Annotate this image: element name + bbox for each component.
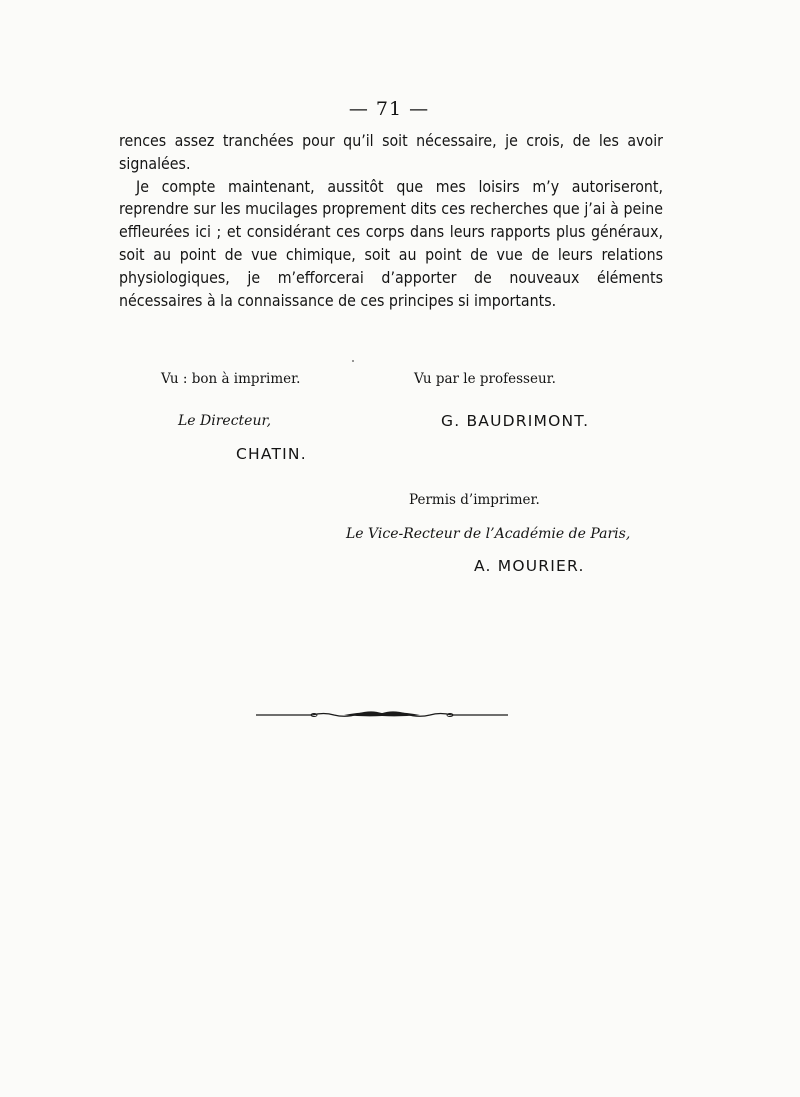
right-approval-name: G. BAUDRIMONT. bbox=[441, 412, 590, 430]
left-approval-heading: Vu : bon à imprimer. bbox=[161, 371, 301, 387]
page-number: — 71 — bbox=[348, 98, 430, 120]
permit-heading: Permis d’imprimer. bbox=[409, 492, 540, 508]
left-approval-title: Le Directeur, bbox=[178, 413, 272, 429]
permit-name: A. MOURIER. bbox=[474, 557, 585, 575]
left-approval-name: CHATIN. bbox=[236, 445, 307, 463]
right-approval-heading: Vu par le professeur. bbox=[414, 371, 556, 387]
paragraph-1: rences assez tranchées pour qu’il soit nécessaire, je crois, de les avoir signalées. bbox=[119, 131, 663, 173]
permit-title: Le Vice-Recteur de l’Académie de Paris, bbox=[346, 526, 631, 542]
print-speck bbox=[352, 360, 354, 362]
ornamental-divider bbox=[254, 706, 510, 724]
body-text bbox=[119, 130, 663, 312]
paragraph-2: Je compte maintenant, aussitôt que mes loisirs m’y autoriseront, reprendre sur les mucilages proprement dits ces recherches que j’ai à peine effleurées ici ; et considérant ces corps dans leurs rapports plus généraux, soit au point de vue chimique, soit au point de vue de leurs relations physiologiques, je m’efforcerai d’apporter de nouveaux éléments nécessaires à la connaissance de ces principes si importants. bbox=[119, 176, 663, 310]
